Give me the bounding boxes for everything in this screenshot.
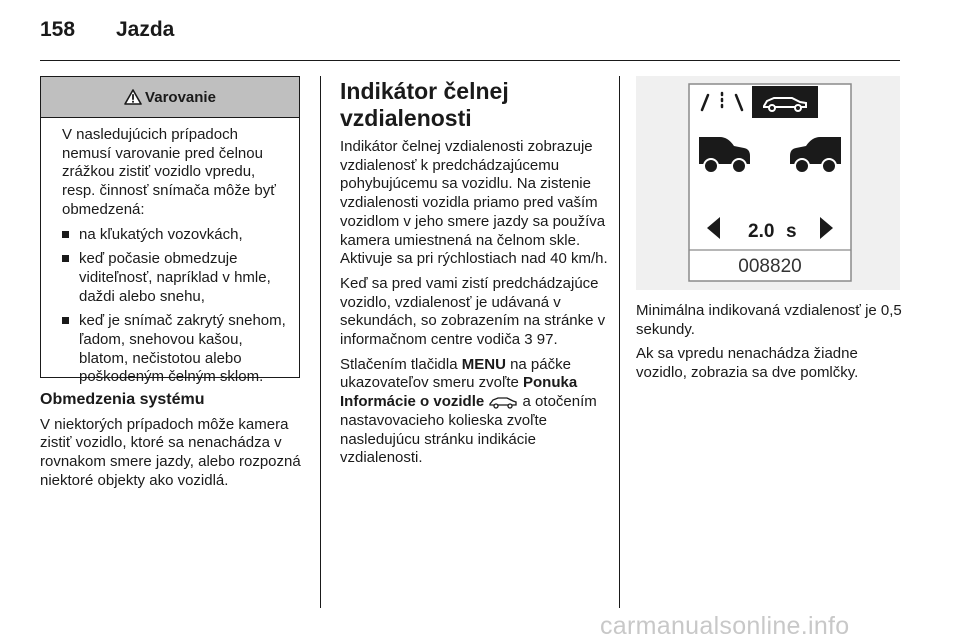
car-icon [488, 395, 518, 409]
page-ref-arrow-icon: 3 [524, 331, 533, 349]
warning-triangle-icon [124, 89, 142, 105]
indicator-heading: Indikátor čelnej vzdialenosti [340, 78, 509, 131]
para-text: na páčke ukazovateľov smeru zvoľte [340, 355, 571, 392]
warning-body [41, 118, 299, 387]
bullet-marker [62, 255, 69, 262]
para-text: Stlačením tlačidla [340, 355, 458, 373]
vehicle-info-menu-label: Ponuka Informácie o vozidle [340, 374, 578, 411]
section-title: Jazda [116, 18, 175, 41]
bullet-marker [62, 231, 69, 238]
limits-section [40, 391, 308, 497]
list-item-text: keď je snímač zakrytý snehom, ľadom, snehovou kašou, blatom, nečistotou alebo poškodeným čelným sklom. [79, 312, 286, 386]
distance-time-unit: s [786, 221, 797, 242]
list-item [62, 250, 289, 306]
limits-text: V niektorých prípadoch môže kamera zistiť vozidlo, ktoré sa nenachádza v rovnakom smere jazdy, alebo rozpozná niektoré objekty ako vozidlá. [40, 415, 301, 489]
vehicle-ahead-tab [752, 86, 818, 118]
right-column-text [636, 302, 904, 389]
page-reference: 97. [536, 331, 558, 349]
odometer-value: 008820 [738, 256, 802, 277]
min-distance-note: Minimálna indikovaná vzdialenosť je 0,5 sekundy. [636, 302, 902, 338]
display-svg [636, 76, 900, 290]
warning-intro: V nasledujúcich prípadoch nemusí varovanie pred čelnou zrážkou zistiť vozidlo vpredu, resp. činnosť snímača môže byť obmedzená: [62, 126, 276, 218]
warning-title: Varovanie [145, 88, 216, 106]
para-text: Keď sa pred vami zistí predchádzajúce vozidlo, vzdialenosť je udávaná v sekundách, so zobrazením na stránke v informačnom centre vodiča [340, 274, 606, 349]
list-item-text: keď počasie obmedzuje viditeľnosť, napríklad v hmle, daždi alebo snehu, [79, 250, 271, 305]
list-item [62, 226, 289, 245]
list-item-text: na kľukatých vozovkách, [79, 225, 243, 243]
column-divider-2 [619, 76, 620, 608]
limits-heading: Obmedzenia systému [40, 391, 205, 408]
page-number: 158 [40, 18, 76, 41]
menu-button-label: MENU [461, 355, 506, 373]
distance-time-value: 2.0 [748, 221, 775, 242]
indicator-para-3 [340, 356, 608, 468]
list-item [62, 312, 289, 387]
distance-display-illustration [636, 76, 900, 290]
para-text: a otočením nastavovacieho kolieska zvoľte nasledujúcu stránku indikácie vzdialenosti. [340, 393, 597, 467]
indicator-section [340, 78, 608, 474]
bullet-marker [62, 317, 69, 324]
watermark: carmanualsonline.info [600, 612, 850, 640]
warning-list [62, 226, 289, 388]
column-divider-1 [320, 76, 321, 608]
warning-header [41, 77, 299, 118]
no-vehicle-note: Ak sa vpredu nenachádza žiadne vozidlo, zobrazia sa dve pomlčky. [636, 345, 859, 382]
warning-box [40, 76, 300, 386]
header-rule [40, 60, 900, 61]
indicator-para-1: Indikátor čelnej vzdialenosti zobrazuje vzdialenosť k predchádzajúcemu pohybujúcemu sa vozidlu. Na zistenie vzdialenosti vozidla priamo pred vaším vozidlom v jeho smere jazdy sa používa kamera umiestnená na čelnom skle. Aktivuje sa pri rýchlostiach nad 40 km/h. [340, 138, 608, 268]
indicator-para-2 [340, 275, 608, 350]
